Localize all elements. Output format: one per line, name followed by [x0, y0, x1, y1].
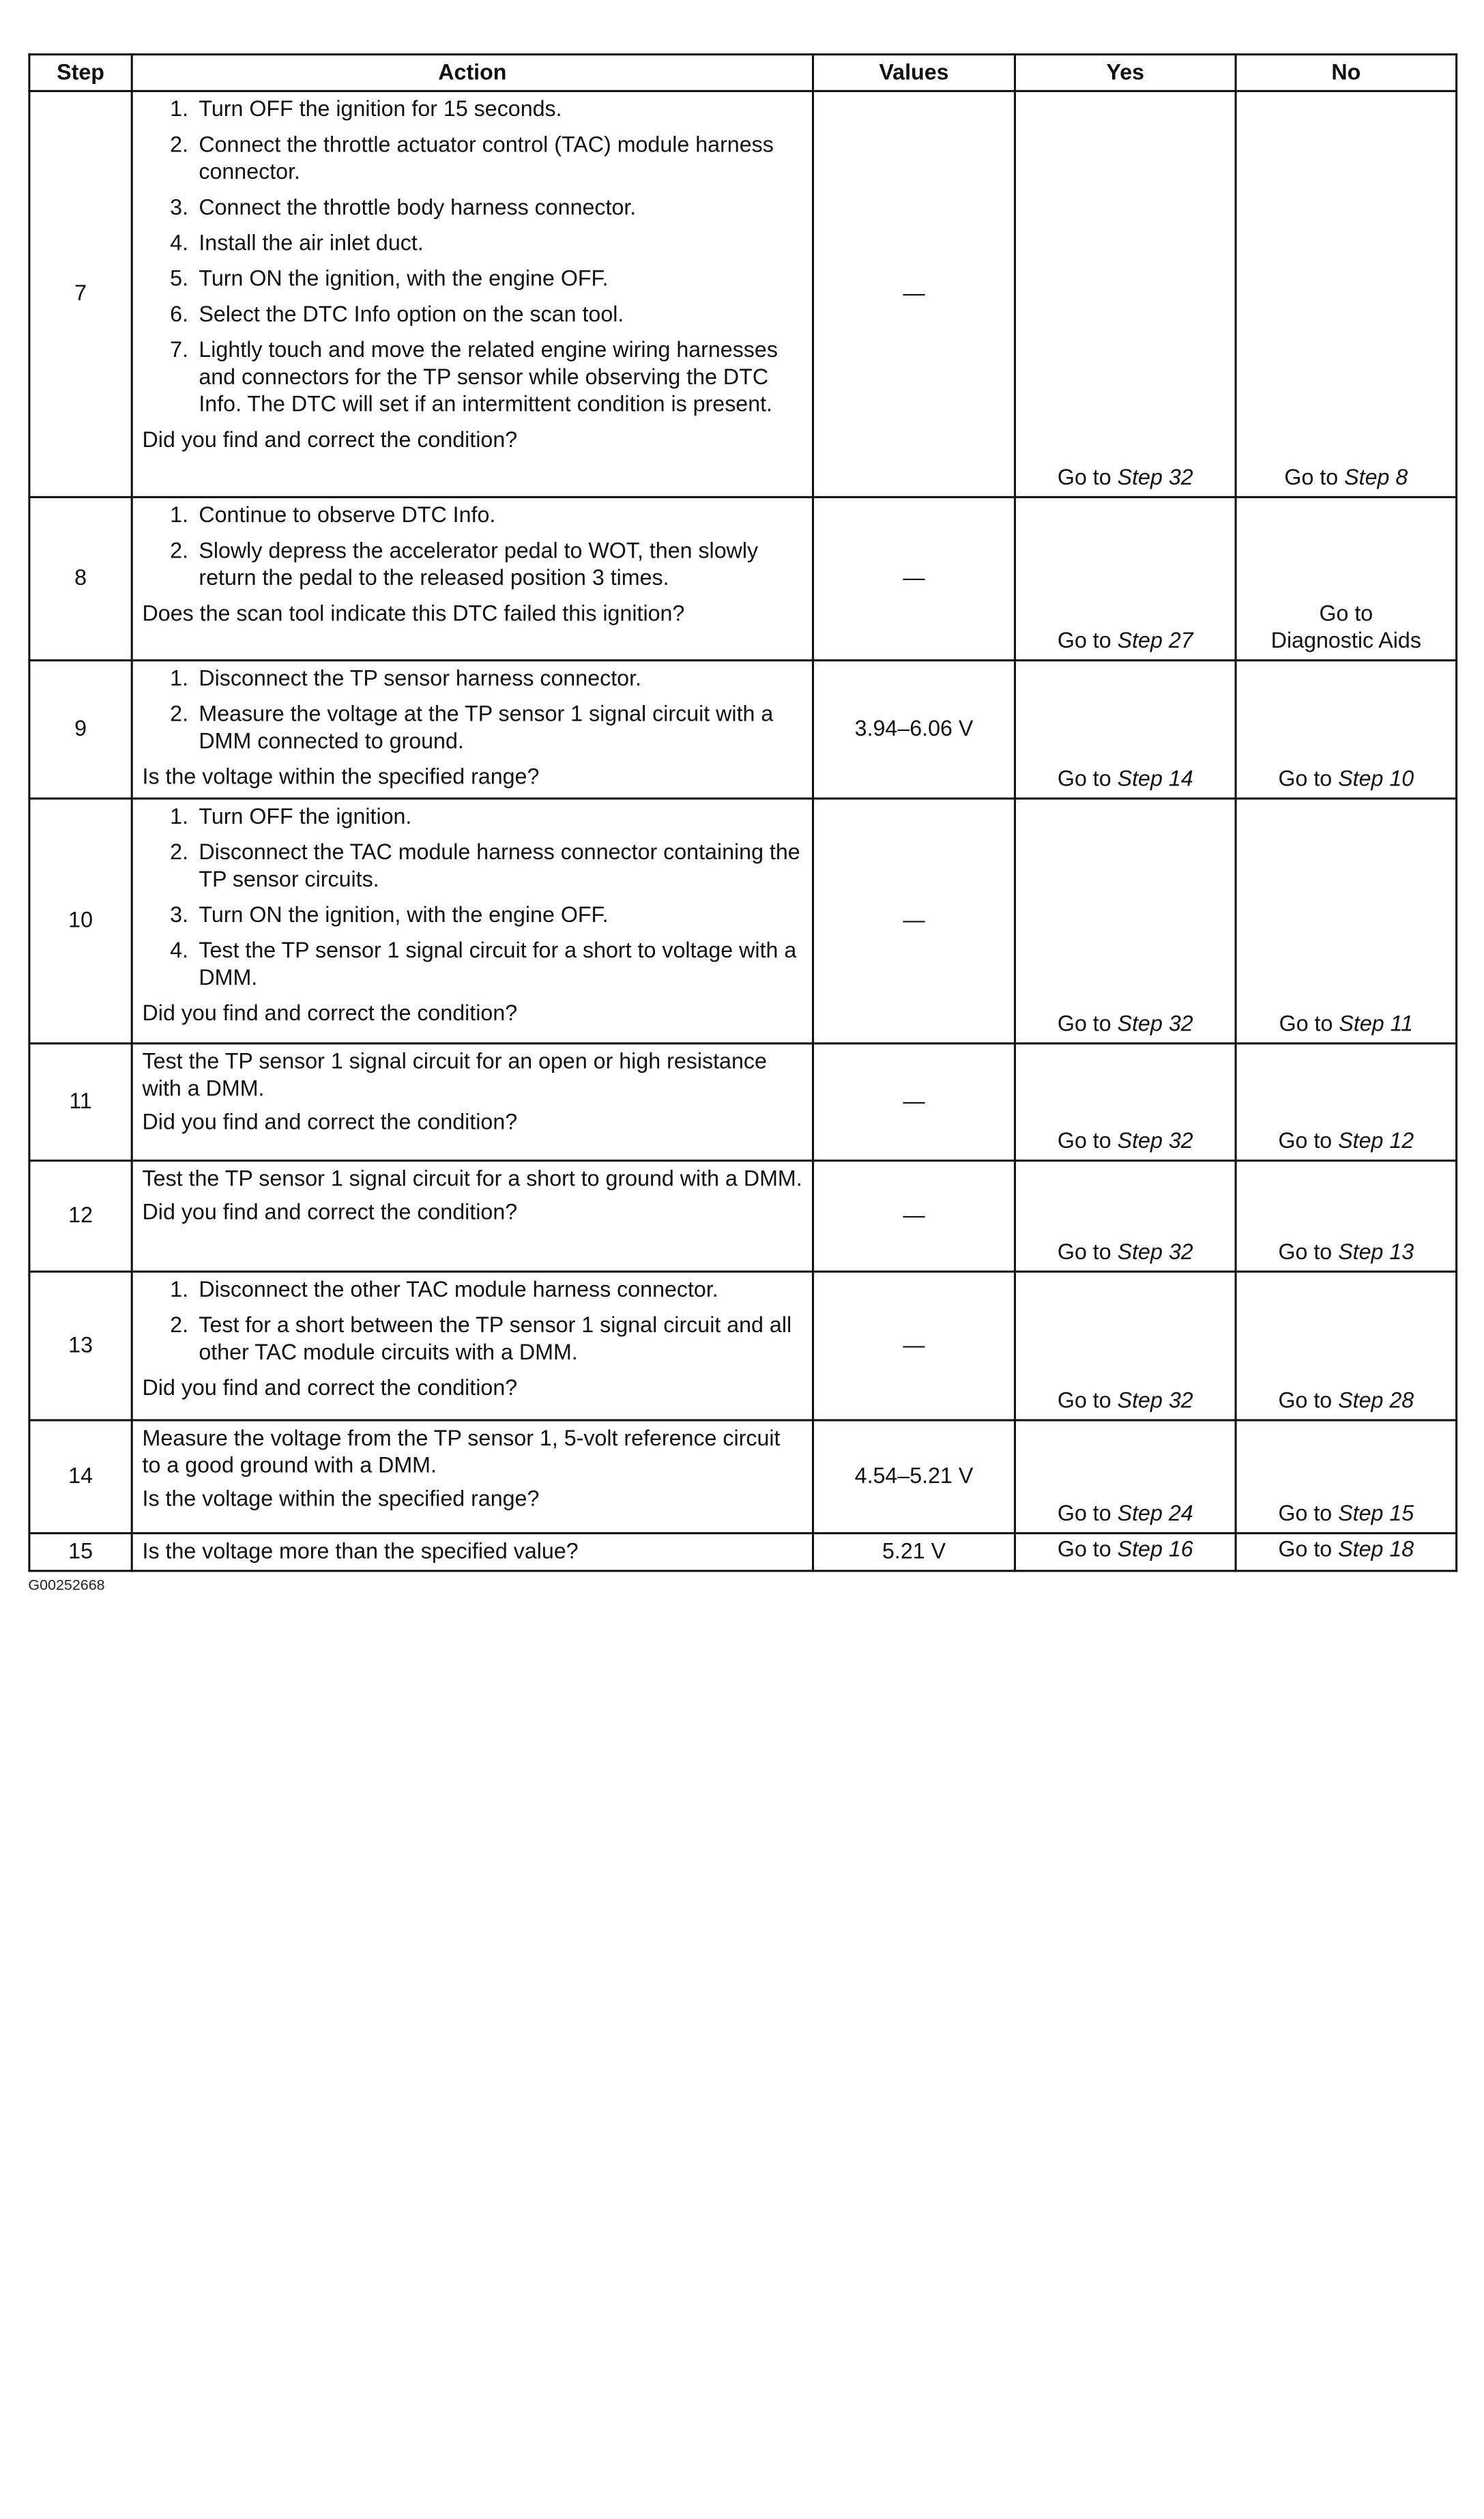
yes-cell	[1015, 91, 1236, 497]
no-goto-step-link[interactable]: Step 28	[1338, 1388, 1414, 1413]
action-step	[143, 1312, 804, 1367]
yes-goto-step-link[interactable]: Step 32	[1117, 1388, 1193, 1413]
table-row	[29, 1271, 1457, 1420]
no-goto-prefix: Go to	[1278, 1129, 1333, 1153]
yes-goto-step-link[interactable]: Step 32	[1117, 1129, 1193, 1153]
action-question: Did you find and correct the condition?	[142, 428, 518, 452]
yes-cell	[1015, 1271, 1236, 1420]
no-goto-prefix: Go to	[1278, 1240, 1333, 1265]
action-question: Is the voltage within the specified range?	[142, 1487, 540, 1512]
action-step-text: Connect the throttle actuator control (TAC) module harness connector.	[199, 132, 774, 184]
no-goto-line: Go to	[1319, 601, 1373, 627]
action-step-number: 1.	[170, 666, 189, 691]
action-step	[143, 701, 804, 755]
table-row	[29, 1043, 1457, 1161]
no-goto-step-link[interactable]: Step 13	[1338, 1240, 1414, 1265]
action-cell	[132, 1420, 813, 1534]
action-question: Did you find and correct the condition?	[142, 1200, 518, 1225]
action-text: Test the TP sensor 1 signal circuit for an open or high resistance with a DMM.	[142, 1050, 767, 1102]
yes-goto-prefix: Go to	[1057, 1240, 1111, 1265]
action-step-number: 2.	[170, 840, 189, 865]
action-content	[133, 498, 812, 632]
value-cell: —	[813, 798, 1015, 1043]
action-text: Measure the voltage from the TP sensor 1, 5-volt reference circuit to a good ground with a DMM.	[142, 1426, 781, 1478]
action-step-text: Test the TP sensor 1 signal circuit for a short to voltage with a DMM.	[199, 938, 797, 990]
no-cell	[1236, 91, 1457, 497]
action-steps-list	[143, 96, 804, 418]
no-goto-prefix: Go to	[1279, 1011, 1333, 1037]
yes-goto-prefix: Go to	[1057, 465, 1111, 490]
action-step-number: 2.	[170, 132, 189, 158]
no-goto-prefix: Go to	[1278, 1537, 1333, 1561]
action-content	[133, 1044, 812, 1140]
value-cell: —	[813, 1161, 1015, 1272]
header-action: Action	[132, 55, 813, 91]
action-step	[143, 337, 804, 419]
action-question: Is the voltage more than the specified value?	[142, 1539, 579, 1564]
no-goto-step-link[interactable]: Step 18	[1338, 1537, 1414, 1561]
action-step	[143, 96, 804, 124]
yes-goto-prefix: Go to	[1057, 1129, 1111, 1153]
yes-goto-step-link[interactable]: Step 24	[1117, 1501, 1193, 1526]
no-cell	[1236, 1271, 1457, 1420]
action-content	[133, 1273, 812, 1407]
yes-cell	[1015, 661, 1236, 798]
step-number: 14	[29, 1420, 132, 1534]
action-cell	[132, 1271, 813, 1420]
yes-cell	[1015, 1043, 1236, 1161]
action-cell	[132, 91, 813, 497]
action-step	[143, 302, 804, 329]
step-number: 9	[29, 661, 132, 798]
step-number: 10	[29, 798, 132, 1043]
yes-goto-step-link[interactable]: Step 32	[1117, 1011, 1193, 1037]
action-step-text: Disconnect the TP sensor harness connector.	[199, 666, 641, 691]
yes-goto-step-link[interactable]: Step 27	[1117, 629, 1193, 653]
action-text: Test the TP sensor 1 signal circuit for a short to ground with a DMM.	[142, 1166, 802, 1192]
action-step-text: Test for a short between the TP sensor 1 signal circuit and all other TAC module circuits with a DMM.	[199, 1313, 792, 1365]
action-cell	[132, 1161, 813, 1272]
yes-cell	[1015, 1420, 1236, 1534]
yes-goto-step-link[interactable]: Step 32	[1117, 1240, 1193, 1265]
table-header-row	[29, 55, 1457, 91]
action-step-number: 4.	[170, 938, 189, 963]
action-question: Did you find and correct the condition?	[142, 1376, 518, 1400]
step-number: 8	[29, 497, 132, 660]
action-content	[133, 661, 812, 795]
action-step	[143, 665, 804, 693]
no-goto-prefix: Go to	[1278, 1501, 1333, 1526]
action-step-text: Connect the throttle body harness connector.	[199, 195, 637, 220]
action-steps-list	[143, 665, 804, 755]
header-yes: Yes	[1015, 55, 1236, 91]
yes-cell	[1015, 497, 1236, 660]
no-goto-step-link[interactable]: Step 12	[1338, 1129, 1414, 1153]
action-step-number: 2.	[170, 538, 189, 564]
action-steps-list	[143, 502, 804, 592]
action-cell	[132, 497, 813, 660]
table-body	[29, 91, 1457, 1570]
table-row	[29, 91, 1457, 497]
action-step-number: 5.	[170, 267, 189, 291]
yes-goto-prefix: Go to	[1057, 1501, 1111, 1526]
no-cell	[1236, 1043, 1457, 1161]
value-cell: —	[813, 1043, 1015, 1161]
no-goto-diagnostic-aids-link[interactable]: Diagnostic Aids	[1270, 629, 1421, 653]
no-cell	[1236, 1420, 1457, 1534]
action-cell	[132, 798, 813, 1043]
action-step-text: Lightly touch and move the related engine wiring harnesses and connectors for the TP sensor while observing the DTC Info. The DTC will set if an intermittent condition is present.	[199, 338, 778, 417]
action-content	[133, 1162, 812, 1230]
action-step	[143, 1277, 804, 1304]
action-step	[143, 132, 804, 186]
yes-goto-step-link[interactable]: Step 32	[1117, 465, 1193, 490]
action-step	[143, 230, 804, 257]
table-row	[29, 1161, 1457, 1272]
no-cell	[1236, 661, 1457, 798]
action-question: Did you find and correct the condition?	[142, 1001, 518, 1026]
action-content	[133, 800, 812, 1032]
action-step-text: Install the air inlet duct.	[199, 231, 424, 256]
action-step	[143, 938, 804, 992]
action-step-text: Measure the voltage at the TP sensor 1 signal circuit with a DMM connected to ground.	[199, 702, 774, 754]
action-step-text: Turn ON the ignition, with the engine OFF.	[199, 903, 609, 927]
action-steps-list	[143, 1277, 804, 1367]
action-step-text: Turn ON the ignition, with the engine OFF.	[199, 267, 609, 291]
no-cell	[1236, 497, 1457, 660]
no-cell	[1236, 1161, 1457, 1272]
value-cell: —	[813, 91, 1015, 497]
action-step	[143, 839, 804, 894]
action-cell	[132, 1534, 813, 1571]
action-step-text: Turn OFF the ignition.	[199, 805, 412, 829]
no-goto-step-link[interactable]: Step 11	[1339, 1011, 1414, 1037]
action-content	[133, 1421, 812, 1517]
action-question: Is the voltage within the specified range?	[142, 764, 540, 790]
action-step-text: Disconnect the other TAC module harness connector.	[199, 1278, 718, 1302]
value-cell: 3.94–6.06 V	[813, 661, 1015, 798]
yes-goto-prefix: Go to	[1057, 1388, 1111, 1413]
yes-goto-prefix: Go to	[1057, 1537, 1111, 1561]
yes-goto-step-link[interactable]: Step 14	[1117, 767, 1193, 792]
action-step	[143, 538, 804, 592]
action-cell	[132, 661, 813, 798]
no-cell	[1236, 1534, 1457, 1571]
action-question: Did you find and correct the condition?	[142, 1110, 518, 1135]
action-step	[143, 902, 804, 930]
table-row	[29, 1534, 1457, 1571]
header-values: Values	[813, 55, 1015, 91]
yes-cell	[1015, 798, 1236, 1043]
action-step	[143, 195, 804, 222]
value-cell: 5.21 V	[813, 1534, 1015, 1571]
action-step-number: 2.	[170, 702, 189, 727]
value-cell: —	[813, 497, 1015, 660]
step-number: 7	[29, 91, 132, 497]
no-goto-step-link[interactable]: Step 15	[1338, 1501, 1414, 1526]
step-number: 12	[29, 1161, 132, 1272]
action-cell	[132, 1043, 813, 1161]
no-goto-prefix: Go to	[1278, 1388, 1333, 1413]
action-step-number: 1.	[170, 1278, 189, 1302]
action-step-number: 3.	[170, 903, 189, 927]
action-step-number: 3.	[170, 195, 189, 220]
table-row	[29, 497, 1457, 660]
table-row	[29, 661, 1457, 798]
no-goto-step-link[interactable]: Step 8	[1344, 465, 1408, 490]
action-step-number: 1.	[170, 805, 189, 829]
action-step-text: Continue to observe DTC Info.	[199, 503, 496, 528]
step-number: 11	[29, 1043, 132, 1161]
action-content	[133, 92, 812, 459]
yes-goto-step-link[interactable]: Step 16	[1117, 1537, 1193, 1561]
action-question: Does the scan tool indicate this DTC failed this ignition?	[142, 601, 685, 627]
no-goto-step-link[interactable]: Step 10	[1338, 767, 1414, 792]
yes-goto-prefix: Go to	[1057, 767, 1111, 792]
action-step-text: Slowly depress the accelerator pedal to WOT, then slowly return the pedal to the released position 3 times.	[199, 538, 759, 590]
step-number: 13	[29, 1271, 132, 1420]
table-row	[29, 798, 1457, 1043]
value-cell: —	[813, 1271, 1015, 1420]
no-cell	[1236, 798, 1457, 1043]
yes-goto-prefix: Go to	[1057, 629, 1111, 653]
action-step-number: 1.	[170, 503, 189, 528]
action-step-number: 4.	[170, 231, 189, 256]
action-step	[143, 266, 804, 293]
action-step-number: 6.	[170, 302, 189, 327]
no-goto-prefix: Go to	[1278, 767, 1333, 792]
action-step-text: Select the DTC Info option on the scan tool.	[199, 302, 624, 327]
header-step: Step	[29, 55, 132, 91]
header-no: No	[1236, 55, 1457, 91]
action-step-number: 7.	[170, 338, 189, 362]
table-row	[29, 1420, 1457, 1534]
action-step-number: 2.	[170, 1313, 189, 1338]
step-number: 15	[29, 1534, 132, 1571]
yes-goto-prefix: Go to	[1057, 1011, 1111, 1037]
action-step-text: Turn OFF the ignition for 15 seconds.	[199, 97, 562, 121]
action-step-number: 1.	[170, 97, 189, 121]
action-content	[133, 1534, 812, 1570]
action-steps-list	[143, 804, 804, 992]
action-step	[143, 804, 804, 831]
yes-cell	[1015, 1534, 1236, 1571]
value-cell: 4.54–5.21 V	[813, 1420, 1015, 1534]
figure-code: G00252668	[28, 1576, 105, 1593]
diagnostic-procedure-table	[28, 53, 1457, 1572]
yes-cell	[1015, 1161, 1236, 1272]
action-step	[143, 502, 804, 530]
no-goto-prefix: Go to	[1284, 465, 1339, 490]
action-step-text: Disconnect the TAC module harness connector containing the TP sensor circuits.	[199, 840, 800, 892]
